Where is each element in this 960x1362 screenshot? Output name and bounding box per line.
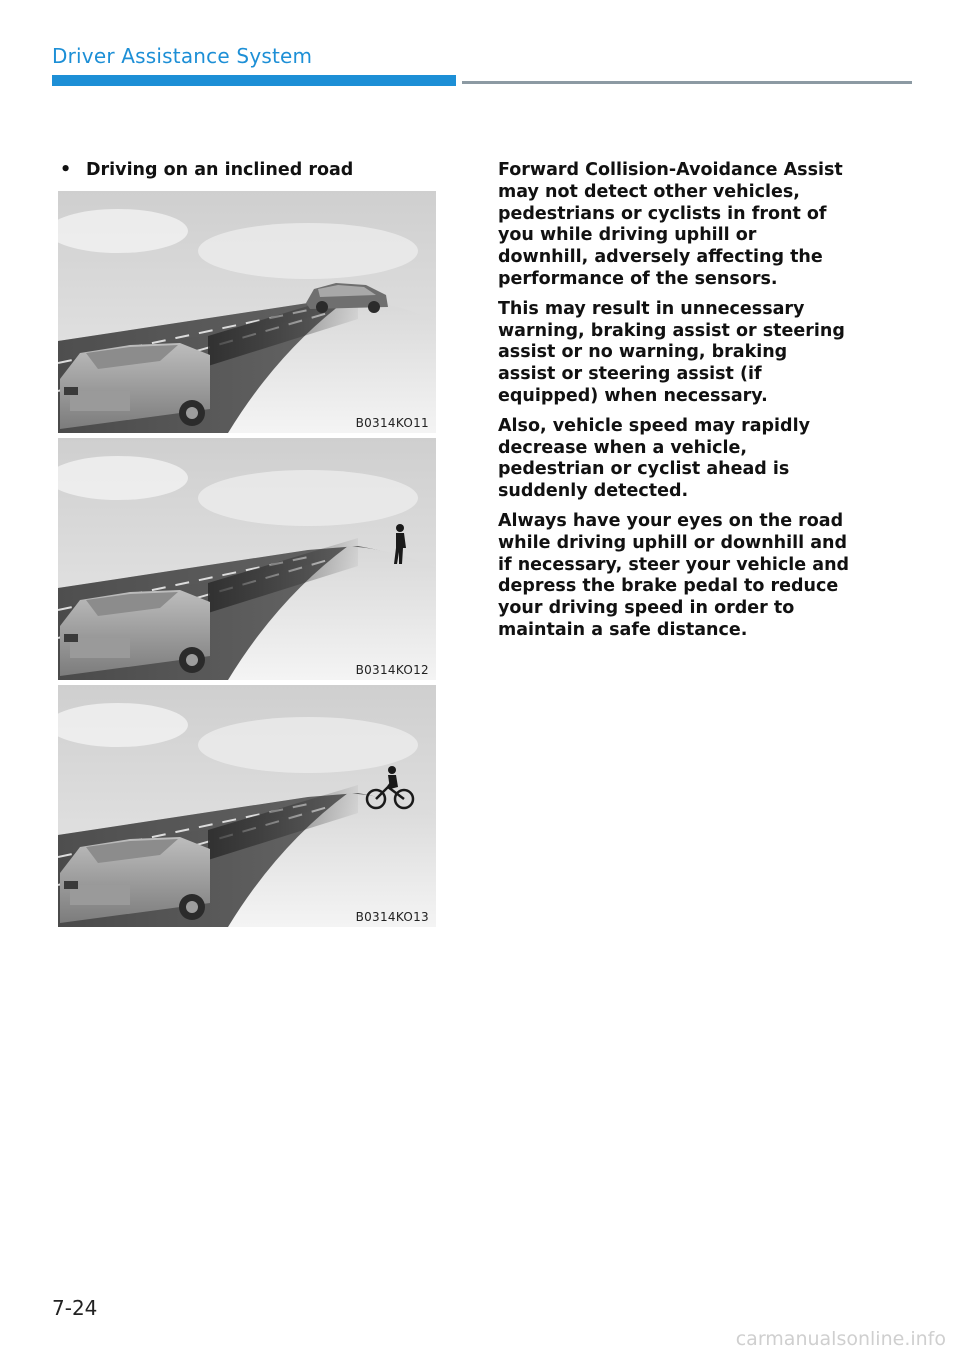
watermark: carmanualsonline.info [735, 1328, 946, 1350]
header-accent-bar [52, 75, 456, 86]
paragraph: This may result in unnecessary warning, braking assist or steering assist or no warning, braking assist or steering assist (if equipped) when necessary. [498, 298, 845, 406]
figure-caption: B0314KO12 [355, 663, 429, 677]
road-scene-illustration [58, 438, 436, 680]
figure-pedestrian [58, 438, 436, 680]
figure-caption: B0314KO11 [355, 416, 429, 430]
paragraph: Also, vehicle speed may rapidly decrease when a vehicle, pedestrian or cyclist ahead is suddenly detected. [498, 415, 810, 502]
figure-cyclist [58, 685, 436, 927]
road-scene-illustration [58, 191, 436, 433]
bullet-heading [60, 160, 353, 180]
body-text [498, 160, 850, 650]
page-number: 7-24 [52, 1296, 98, 1320]
figure-caption: B0314KO13 [355, 910, 429, 924]
figure-vehicle [58, 191, 436, 433]
road-scene-illustration [58, 685, 436, 927]
header-rule [462, 81, 912, 84]
bullet-marker: • [60, 160, 72, 180]
paragraph: Forward Collision-Avoidance Assist may not detect other vehicles, pedestrians or cyclists in front of you while driving uphill or downhill, adversely affecting the performance of the sensors. [498, 160, 843, 289]
paragraph: Always have your eyes on the road while driving uphill or downhill and if necessary, steer your vehicle and depress the brake pedal to reduce your driving speed in order to maintain a safe distance. [498, 510, 850, 640]
bullet-text: Driving on an inclined road [86, 160, 354, 180]
section-title: Driver Assistance System [52, 44, 313, 68]
